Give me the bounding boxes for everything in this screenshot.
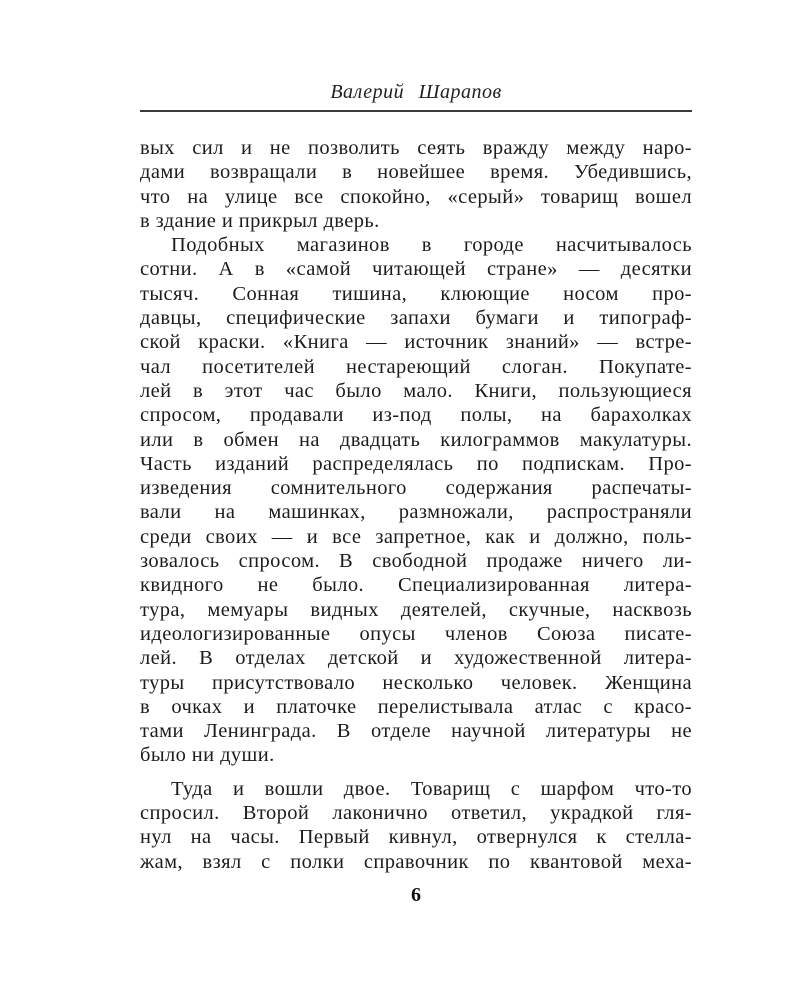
paragraph: [140, 777, 692, 874]
text-line: было ни души.: [140, 744, 275, 767]
text-line: жам, взял с полки справочник по квантовой меха-: [140, 850, 692, 873]
text-line: в здание и прикрыл дверь.: [140, 209, 380, 232]
text-line: давцы, специфические запахи бумаги и типограф-: [140, 307, 692, 330]
text-line: тами Ленинграда. В отделе научной литературы не: [140, 720, 692, 743]
text-line: спросил. Второй лаконично ответил, украдкой гля-: [140, 802, 692, 825]
text-line: Подобных магазинов в городе насчитывалось: [171, 234, 692, 257]
header-rule: [140, 110, 692, 112]
text-line: вали на машинках, размножали, распространяли: [140, 501, 692, 524]
text-line: что на улице все спокойно, «серый» товарищ вошел: [140, 185, 692, 208]
text-line: тура, мемуары видных деятелей, скучные, насквозь: [140, 598, 692, 621]
text-line: Часть изданий распределялась по подпискам. Про-: [140, 452, 692, 475]
text-line: спросом, продавали из-под полы, на барахолках: [140, 404, 692, 427]
text-line: лей. В отделах детской и художественной литера-: [140, 647, 692, 670]
text-line: дами возвращали в новейшее время. Убедившись,: [140, 161, 692, 184]
text-line: ской краски. «Книга — источник знаний» — встре-: [140, 331, 692, 354]
paragraph: [140, 136, 692, 233]
text-line: вых сил и не позволить сеять вражду между наро-: [140, 137, 692, 159]
text-line: сотни. А в «самой читающей стране» — десятки: [140, 258, 692, 281]
text-line: нул на часы. Первый кивнул, отвернулся к стелла-: [140, 826, 692, 849]
text-line: чал посетителей нестареющий слоган. Покупате-: [140, 355, 692, 378]
text-line: квидного не было. Специализированная литера-: [140, 574, 692, 597]
text-line: идеологизированные опусы членов Союза писате-: [140, 622, 692, 645]
page-number: 6: [411, 884, 421, 906]
text-line: туры присутствовало несколько человек. Женщина: [140, 671, 692, 694]
paragraph: [140, 233, 692, 768]
text-line: Туда и вошли двое. Товарищ с шарфом что-то: [171, 777, 692, 800]
text-line: зовалось спросом. В свободной продаже ничего ли-: [140, 550, 692, 573]
text-line: изведения сомнительного содержания распечаты-: [140, 477, 692, 500]
text-line: тысяч. Сонная тишина, клюющие носом про-: [140, 282, 692, 305]
text-line: или в обмен на двадцать килограммов макулатуры.: [140, 428, 692, 451]
body-text: [140, 136, 692, 874]
text-line: в очках и платочке перелистывала атлас с красо-: [140, 695, 692, 718]
text-line: среди своих — и все запретное, как и должно, поль-: [140, 525, 692, 548]
text-line: лей в этот час было мало. Книги, пользующиеся: [140, 379, 692, 402]
running-header-author: Валерий Шарапов: [330, 81, 502, 103]
